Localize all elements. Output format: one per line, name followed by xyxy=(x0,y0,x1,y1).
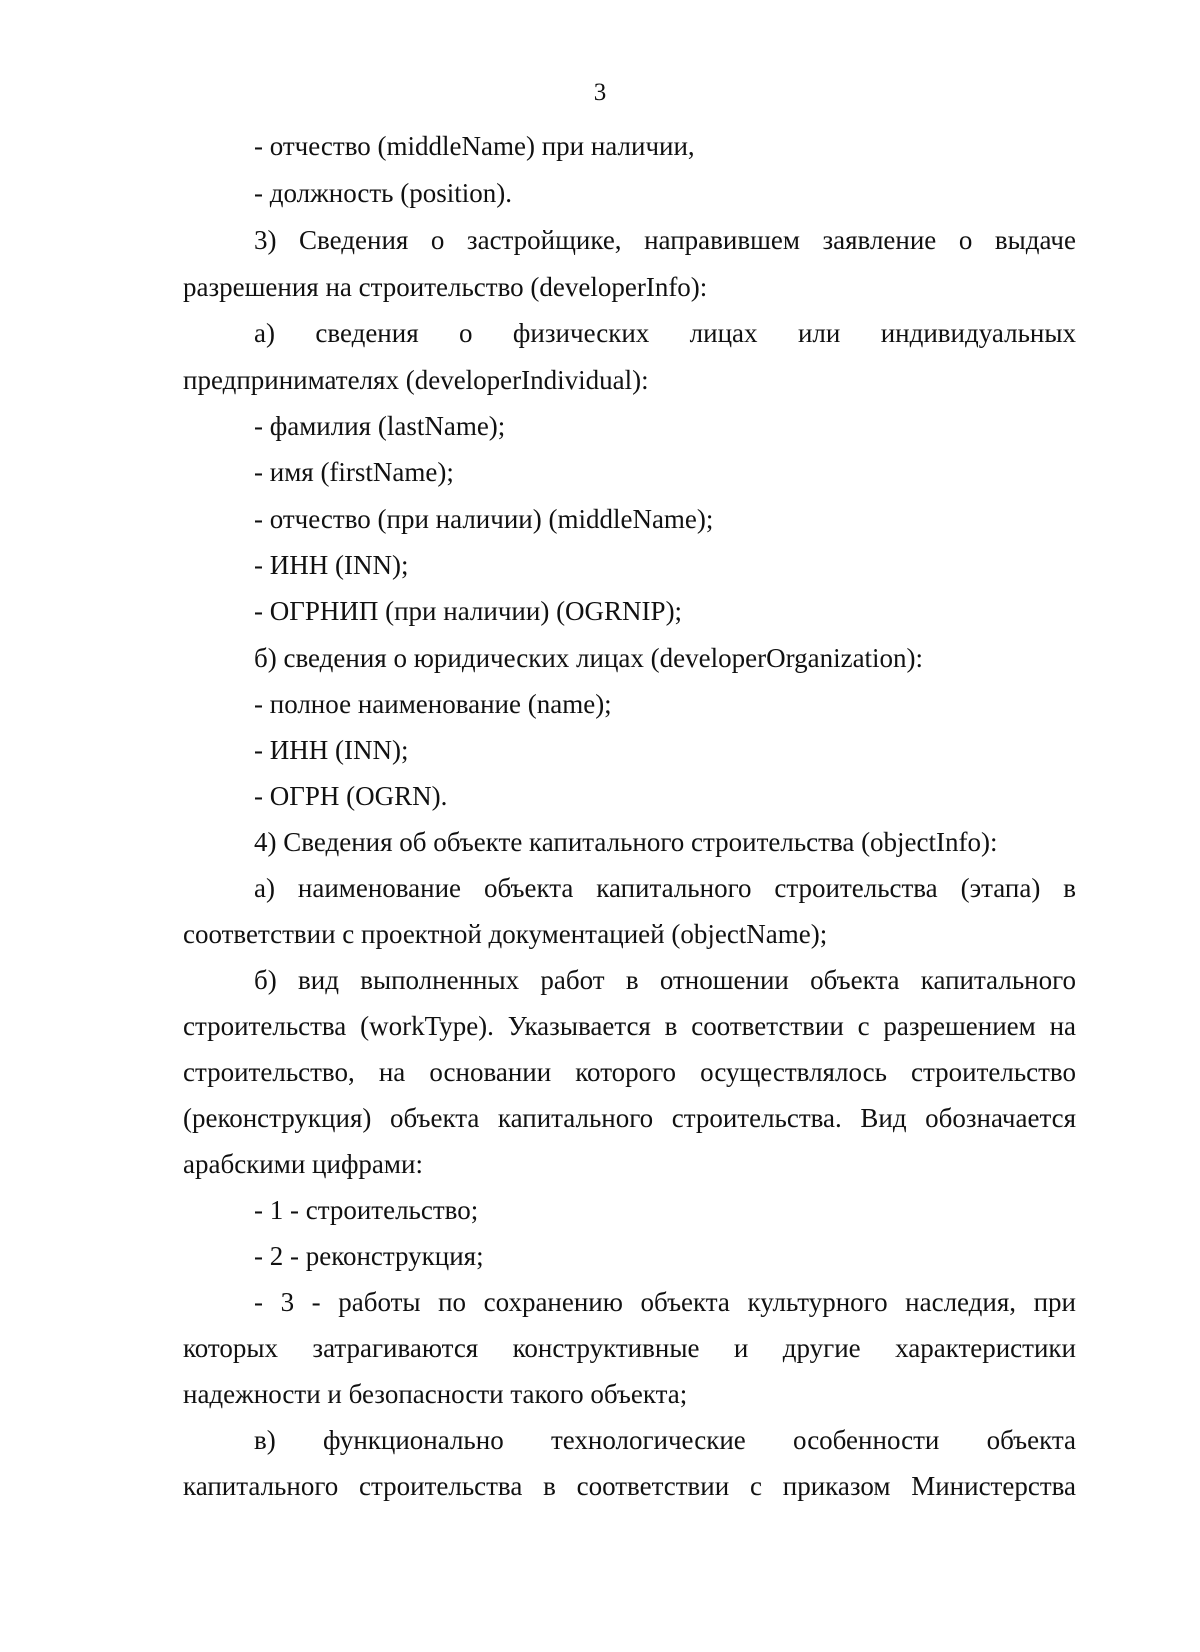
text-line: которых затрагиваются конструктивные и другие характеристики xyxy=(183,1333,1076,1363)
text-line: 3) Сведения о застройщике, направившем заявление о выдаче xyxy=(254,225,1076,255)
text-line: - ОГРН (OGRN). xyxy=(254,781,448,811)
text-line: строительство, на основании которого осуществлялось строительство xyxy=(183,1057,1076,1087)
text-line: - фамилия (lastName); xyxy=(254,411,506,441)
text-line: а) наименование объекта капитального строительства (этапа) в xyxy=(254,873,1076,903)
text-line: - ОГРНИП (при наличии) (OGRNIP); xyxy=(254,596,683,626)
text-line: - 2 - реконструкция; xyxy=(254,1241,484,1271)
text-line: предпринимателях (developerIndividual): xyxy=(183,365,649,395)
text-line: надежности и безопасности такого объекта; xyxy=(183,1379,688,1409)
text-line: - должность (position). xyxy=(254,178,512,208)
text-line: арабскими цифрами: xyxy=(183,1149,423,1179)
text-line: (реконструкция) объекта капитального строительства. Вид обозначается xyxy=(183,1103,1076,1133)
text-line: 4) Сведения об объекте капитального строительства (objectInfo): xyxy=(254,827,998,857)
text-line: - ИНН (INN); xyxy=(254,735,409,765)
text-line: б) вид выполненных работ в отношении объекта капитального xyxy=(254,965,1076,995)
text-line: - имя (firstName); xyxy=(254,457,454,487)
text-line: - полное наименование (name); xyxy=(254,689,612,719)
text-line: - отчество (middleName) при наличии, xyxy=(254,131,695,161)
text-line: разрешения на строительство (developerInfo): xyxy=(183,272,708,302)
text-line: б) сведения о юридических лицах (developerOrganization): xyxy=(254,643,924,673)
text-line: - отчество (при наличии) (middleName); xyxy=(254,504,714,534)
text-line: - 1 - строительство; xyxy=(254,1195,479,1225)
text-line: а) сведения о физических лицах или индивидуальных xyxy=(254,318,1076,348)
text-line: капитального строительства в соответствии с приказом Министерства xyxy=(183,1471,1076,1501)
page-number: 3 xyxy=(593,79,607,106)
text-line: в) функционально технологические особенности объекта xyxy=(254,1425,1076,1455)
text-line: - ИНН (INN); xyxy=(254,550,409,580)
text-line: - 3 - работы по сохранению объекта культурного наследия, при xyxy=(254,1287,1076,1317)
text-line: соответствии с проектной документацией (objectName); xyxy=(183,919,828,949)
text-line: строительства (workType). Указывается в соответствии с разрешением на xyxy=(183,1011,1076,1041)
